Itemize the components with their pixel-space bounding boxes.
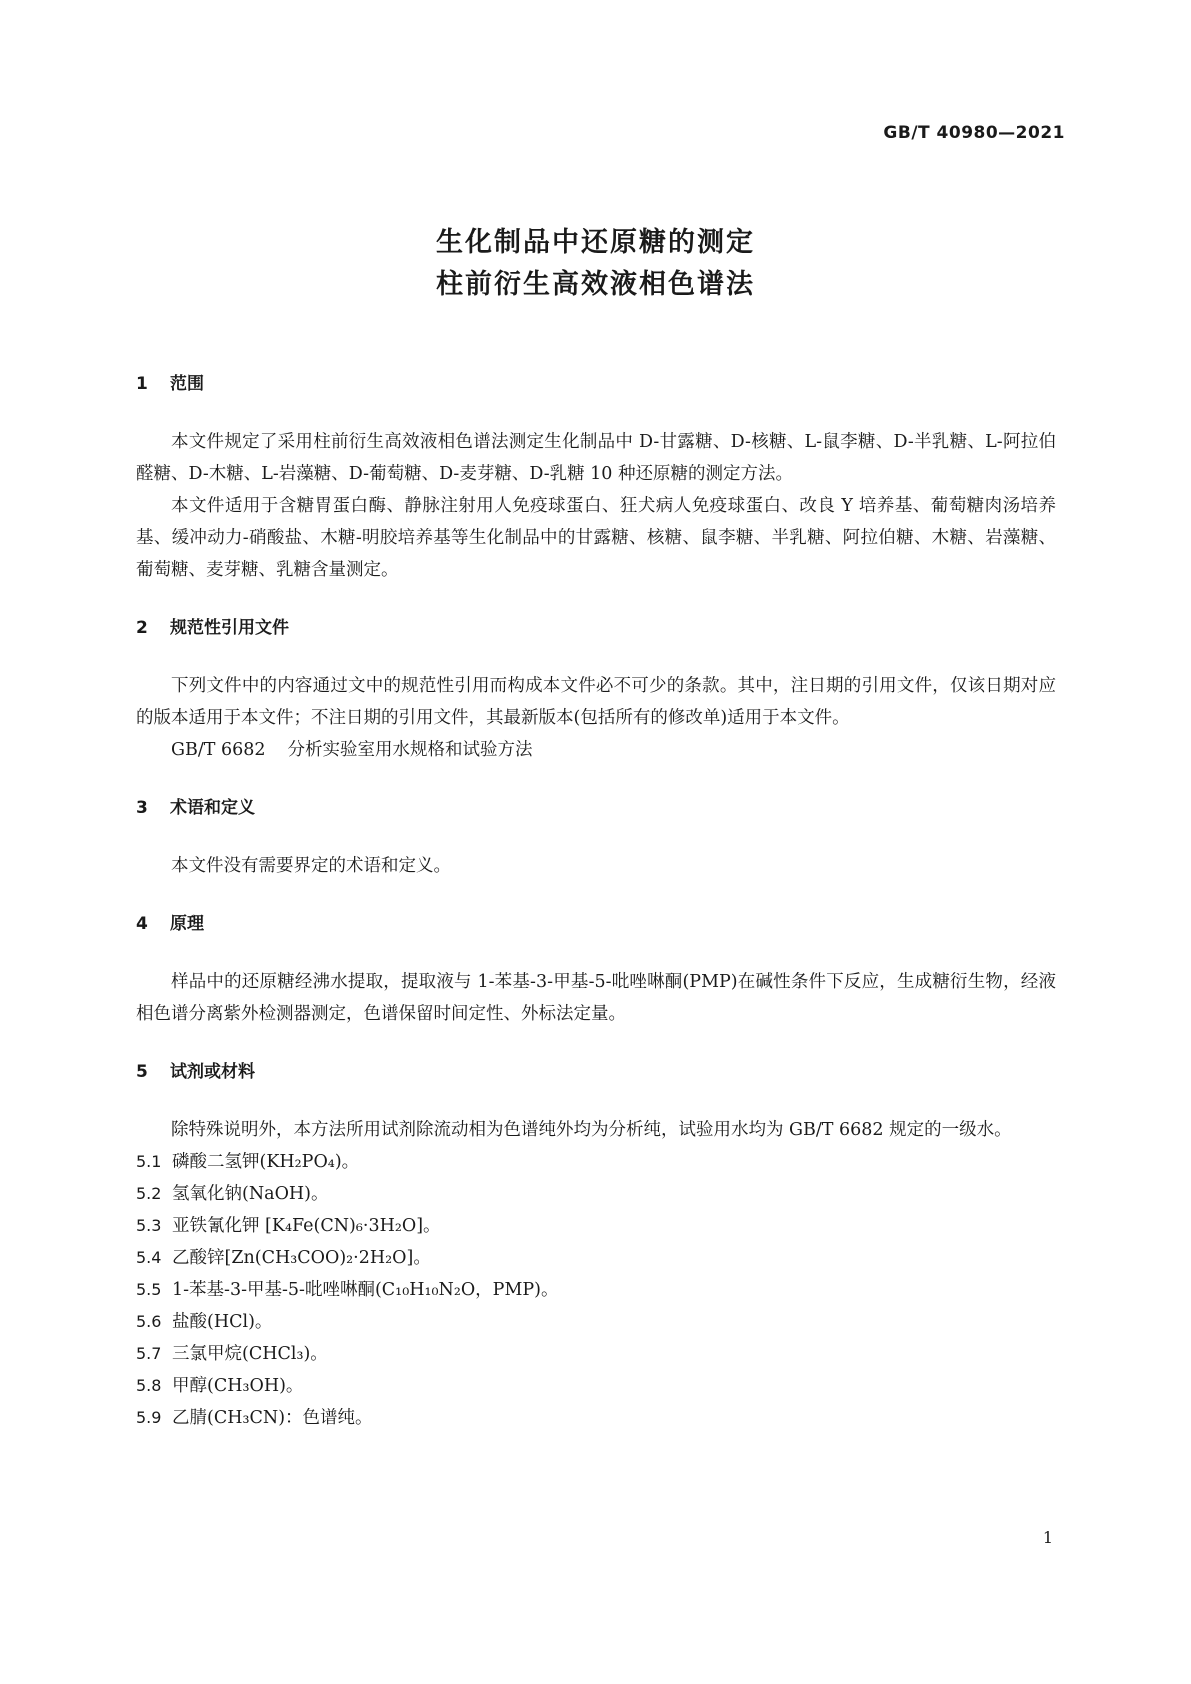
item-number: 5.7 [136,1344,162,1363]
reference-title: 分析实验室用水规格和试验方法 [287,740,533,760]
item-number: 5.2 [136,1184,162,1203]
item-number: 5.9 [136,1408,162,1427]
standard-number: GB/T 40980—2021 [883,123,1065,143]
section-number: 1 [136,374,148,394]
section-title: 术语和定义 [170,798,255,818]
section-scope [136,368,1056,612]
item-text: 盐酸(HCl)。 [172,1312,273,1332]
item-number: 5.3 [136,1216,162,1235]
reagent-list [136,1146,1056,1434]
section-title: 规范性引用文件 [170,618,289,638]
document-title [0,222,1191,306]
item-text: 乙酸锌[Zn(CH₃COO)₂·2H₂O]。 [172,1248,431,1268]
item-text: 1-苯基-3-甲基-5-吡唑啉酮(C₁₀H₁₀N₂O，PMP)。 [172,1280,559,1300]
paragraph: 本文件适用于含糖胃蛋白酶、静脉注射用人免疫球蛋白、狂犬病人免疫球蛋白、改良 Y 培养基、葡萄糖肉汤培养基、缓冲动力-硝酸盐、木糖-明胶培养基等生化制品中的甘露糖、核糖、鼠李糖、半乳糖、阿拉伯糖、木糖、岩藻糖、葡萄糖、麦芽糖、乳糖含量测定。 [136,496,1056,580]
document-body [136,368,1056,1434]
item-number: 5.4 [136,1248,162,1267]
list-item [136,1402,1056,1434]
paragraph: 下列文件中的内容通过文中的规范性引用而构成本文件必不可少的条款。其中，注日期的引用文件，仅该日期对应的版本适用于本文件；不注日期的引用文件，其最新版本(包括所有的修改单)适用于本文件。 [136,676,1056,728]
title-line-1: 生化制品中还原糖的测定 [436,227,755,258]
list-item [136,1338,1056,1370]
item-text: 氢氧化钠(NaOH)。 [172,1184,329,1204]
list-item [136,1146,1056,1178]
item-text: 三氯甲烷(CHCl₃)。 [172,1344,328,1364]
list-item [136,1210,1056,1242]
section-heading [136,908,1056,940]
item-number: 5.5 [136,1280,162,1299]
list-item [136,1178,1056,1210]
list-item [136,1274,1056,1306]
item-text: 乙腈(CH₃CN)：色谱纯。 [172,1408,373,1428]
reference-code: GB/T 6682 [171,740,266,760]
section-number: 3 [136,798,148,818]
list-item [136,1370,1056,1402]
section-heading [136,368,1056,400]
section-number: 5 [136,1062,148,1082]
paragraph: 本文件没有需要界定的术语和定义。 [171,856,451,876]
section-number: 2 [136,618,148,638]
section-heading [136,612,1056,644]
section-title: 原理 [170,914,204,934]
paragraph: 本文件规定了采用柱前衍生高效液相色谱法测定生化制品中 D-甘露糖、D-核糖、L-鼠李糖、D-半乳糖、L-阿拉伯醛糖、D-木糖、L-岩藻糖、D-葡萄糖、D-麦芽糖、D-乳糖 10 种还原糖的测定方法。 [136,432,1056,484]
list-item [136,1242,1056,1274]
item-text: 甲醇(CH₃OH)。 [172,1376,304,1396]
item-text: 磷酸二氢钾(KH₂PO₄)。 [172,1152,360,1172]
section-principle [136,908,1056,1056]
reference-entry [136,734,1056,766]
section-heading [136,1056,1056,1088]
section-heading [136,792,1056,824]
section-title: 范围 [170,374,204,394]
paragraph: 除特殊说明外，本方法所用试剂除流动相为色谱纯外均为分析纯，试验用水均为 GB/T 6682 规定的一级水。 [171,1120,1012,1140]
section-number: 4 [136,914,148,934]
item-number: 5.8 [136,1376,162,1395]
title-line-2: 柱前衍生高效液相色谱法 [436,269,755,300]
item-number: 5.6 [136,1312,162,1331]
item-text: 亚铁氰化钾 [K₄Fe(CN)₆·3H₂O]。 [172,1216,441,1236]
section-title: 试剂或材料 [170,1062,255,1082]
page-number: 1 [1042,1528,1053,1547]
paragraph: 样品中的还原糖经沸水提取，提取液与 1-苯基-3-甲基-5-吡唑啉酮(PMP)在碱性条件下反应，生成糖衍生物，经液相色谱分离紫外检测器测定，色谱保留时间定性、外标法定量。 [136,972,1056,1024]
section-normative-references [136,612,1056,792]
section-reagents [136,1056,1056,1434]
list-item [136,1306,1056,1338]
item-number: 5.1 [136,1152,162,1171]
section-terms [136,792,1056,908]
